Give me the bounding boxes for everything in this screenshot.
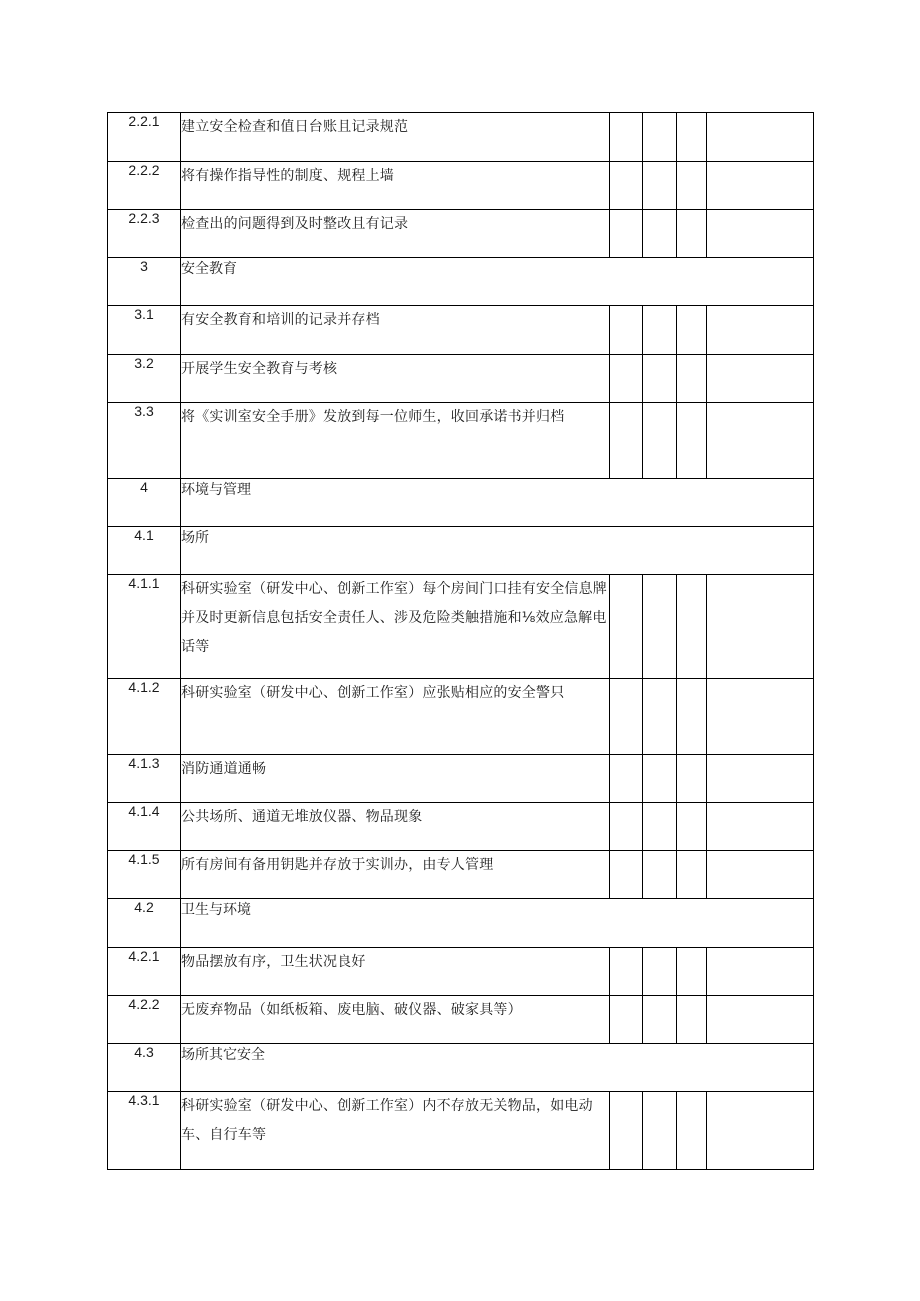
- item-description: 将有操作指导性的制度、规程上墙: [181, 162, 610, 210]
- check-cell-2[interactable]: [643, 755, 677, 803]
- item-number: 4.1.5: [108, 851, 181, 899]
- check-cell-3[interactable]: [677, 679, 707, 755]
- item-description: 公共场所、通道无堆放仪器、物品现象: [181, 803, 610, 851]
- check-cell-2[interactable]: [643, 803, 677, 851]
- section-title: 环境与管理: [181, 479, 814, 527]
- item-description: 所有房间有备用钥匙并存放于实训办，由专人管理: [181, 851, 610, 899]
- remarks-cell[interactable]: [707, 755, 814, 803]
- section-row: [108, 527, 814, 575]
- check-cell-3[interactable]: [677, 948, 707, 996]
- check-cell-2[interactable]: [643, 355, 677, 403]
- check-cell-1[interactable]: [610, 996, 643, 1044]
- checklist-body: [108, 113, 814, 1170]
- item-number: 3.1: [108, 306, 181, 355]
- checklist-row: [108, 355, 814, 403]
- item-description: 将《实训室安全手册》发放到每一位师生，收回承诺书并归档: [181, 403, 610, 479]
- remarks-cell[interactable]: [707, 803, 814, 851]
- item-number: 4.1.1: [108, 575, 181, 679]
- checklist-row: [108, 575, 814, 679]
- checklist-row: [108, 996, 814, 1044]
- item-number: 3.3: [108, 403, 181, 479]
- item-number: 3: [108, 258, 181, 306]
- remarks-cell[interactable]: [707, 851, 814, 899]
- item-number: 4.1.2: [108, 679, 181, 755]
- checklist-row: [108, 162, 814, 210]
- check-cell-3[interactable]: [677, 996, 707, 1044]
- item-number: 4.3: [108, 1044, 181, 1092]
- section-row: [108, 899, 814, 948]
- item-number: 4.1.4: [108, 803, 181, 851]
- check-cell-1[interactable]: [610, 679, 643, 755]
- remarks-cell[interactable]: [707, 575, 814, 679]
- item-number: 2.2.3: [108, 210, 181, 258]
- check-cell-2[interactable]: [643, 306, 677, 355]
- check-cell-3[interactable]: [677, 851, 707, 899]
- check-cell-2[interactable]: [643, 210, 677, 258]
- checklist-row: [108, 113, 814, 162]
- check-cell-2[interactable]: [643, 575, 677, 679]
- remarks-cell[interactable]: [707, 113, 814, 162]
- remarks-cell[interactable]: [707, 355, 814, 403]
- section-title: 安全教育: [181, 258, 814, 306]
- checklist-row: [108, 679, 814, 755]
- check-cell-3[interactable]: [677, 113, 707, 162]
- check-cell-3[interactable]: [677, 162, 707, 210]
- remarks-cell[interactable]: [707, 679, 814, 755]
- check-cell-1[interactable]: [610, 1092, 643, 1170]
- item-description: 开展学生安全教育与考核: [181, 355, 610, 403]
- safety-checklist-table: [107, 112, 814, 1170]
- section-title: 卫生与环境: [181, 899, 814, 948]
- check-cell-1[interactable]: [610, 803, 643, 851]
- check-cell-2[interactable]: [643, 113, 677, 162]
- check-cell-2[interactable]: [643, 679, 677, 755]
- checklist-row: [108, 403, 814, 479]
- item-number: 2.2.2: [108, 162, 181, 210]
- check-cell-2[interactable]: [643, 162, 677, 210]
- item-description: 科研实验室（研发中心、创新工作室）应张贴相应的安全警只: [181, 679, 610, 755]
- checklist-row: [108, 755, 814, 803]
- remarks-cell[interactable]: [707, 306, 814, 355]
- item-description: 建立安全检查和值日台账且记录规范: [181, 113, 610, 162]
- remarks-cell[interactable]: [707, 996, 814, 1044]
- check-cell-3[interactable]: [677, 306, 707, 355]
- item-number: 4.3.1: [108, 1092, 181, 1170]
- check-cell-1[interactable]: [610, 162, 643, 210]
- item-description: 科研实验室（研发中心、创新工作室）内不存放无关物品，如电动车、自行车等: [181, 1092, 610, 1170]
- checklist-row: [108, 1092, 814, 1170]
- remarks-cell[interactable]: [707, 162, 814, 210]
- checklist-row: [108, 851, 814, 899]
- check-cell-2[interactable]: [643, 403, 677, 479]
- check-cell-1[interactable]: [610, 755, 643, 803]
- checklist-row: [108, 803, 814, 851]
- remarks-cell[interactable]: [707, 1092, 814, 1170]
- remarks-cell[interactable]: [707, 403, 814, 479]
- item-number: 4.2.1: [108, 948, 181, 996]
- item-number: 3.2: [108, 355, 181, 403]
- checklist-row: [108, 210, 814, 258]
- check-cell-1[interactable]: [610, 306, 643, 355]
- section-row: [108, 1044, 814, 1092]
- section-title: 场所其它安全: [181, 1044, 814, 1092]
- check-cell-2[interactable]: [643, 948, 677, 996]
- item-number: 2.2.1: [108, 113, 181, 162]
- check-cell-3[interactable]: [677, 755, 707, 803]
- item-number: 4.1.3: [108, 755, 181, 803]
- item-number: 4.2: [108, 899, 181, 948]
- check-cell-1[interactable]: [610, 851, 643, 899]
- section-title: 场所: [181, 527, 814, 575]
- item-number: 4: [108, 479, 181, 527]
- check-cell-1[interactable]: [610, 403, 643, 479]
- item-description: 消防通道通畅: [181, 755, 610, 803]
- check-cell-1[interactable]: [610, 113, 643, 162]
- item-description: 物品摆放有序，卫生状况良好: [181, 948, 610, 996]
- check-cell-3[interactable]: [677, 575, 707, 679]
- check-cell-3[interactable]: [677, 1092, 707, 1170]
- remarks-cell[interactable]: [707, 948, 814, 996]
- section-row: [108, 258, 814, 306]
- check-cell-1[interactable]: [610, 210, 643, 258]
- check-cell-1[interactable]: [610, 355, 643, 403]
- item-number: 4.2.2: [108, 996, 181, 1044]
- check-cell-3[interactable]: [677, 803, 707, 851]
- item-description: 科研实验室（研发中心、创新工作室）每个房间门口挂有安全信息牌并及时更新信息包括安全责任人、涉及危险类触措施和⅛效应急解电话等: [181, 575, 610, 679]
- check-cell-1[interactable]: [610, 948, 643, 996]
- check-cell-3[interactable]: [677, 355, 707, 403]
- section-row: [108, 479, 814, 527]
- remarks-cell[interactable]: [707, 210, 814, 258]
- item-description: 检查出的问题得到及时整改且有记录: [181, 210, 610, 258]
- check-cell-2[interactable]: [643, 996, 677, 1044]
- checklist-row: [108, 948, 814, 996]
- item-number: 4.1: [108, 527, 181, 575]
- item-description: 无废弃物品（如纸板箱、废电脑、破仪器、破家具等）: [181, 996, 610, 1044]
- check-cell-2[interactable]: [643, 851, 677, 899]
- check-cell-3[interactable]: [677, 403, 707, 479]
- check-cell-2[interactable]: [643, 1092, 677, 1170]
- check-cell-1[interactable]: [610, 575, 643, 679]
- item-description: 有安全教育和培训的记录并存档: [181, 306, 610, 355]
- checklist-row: [108, 306, 814, 355]
- check-cell-3[interactable]: [677, 210, 707, 258]
